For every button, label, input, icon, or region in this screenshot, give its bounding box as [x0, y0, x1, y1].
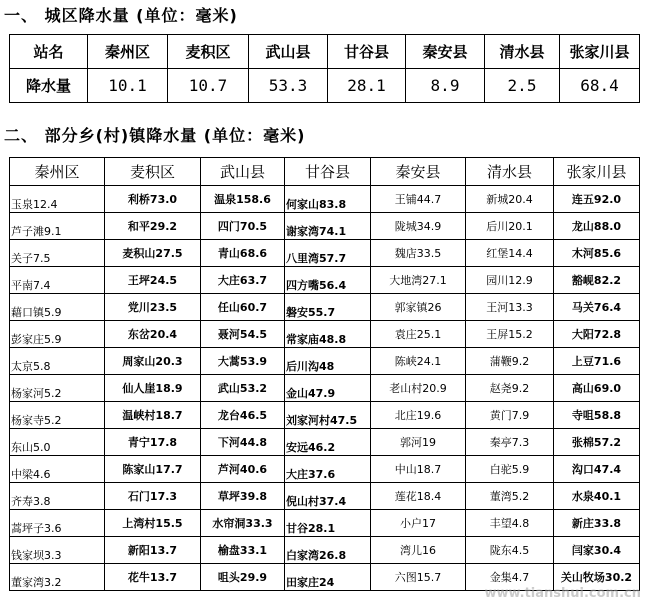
station-cell: 芦河40.6	[201, 456, 285, 483]
station-cell: 草坪39.8	[201, 483, 285, 510]
watermark: www.tianshui.com.cn	[484, 586, 641, 601]
station-cell: 大阳72.8	[554, 321, 640, 348]
station-cell: 张棉57.2	[554, 429, 640, 456]
table-row	[10, 267, 640, 294]
station-cell: 四门70.5	[201, 213, 285, 240]
station-cell: 谢家湾74.1	[285, 213, 371, 240]
station-cell: 水泉40.1	[554, 483, 640, 510]
station-cell: 王屏15.2	[466, 321, 554, 348]
station-cell: 关山牧场30.2	[554, 564, 640, 591]
value-cell: 28.1	[328, 69, 406, 103]
town-rainfall-table	[9, 157, 640, 591]
station-cell: 麦积山27.5	[105, 240, 201, 267]
station-cell: 武山53.2	[201, 375, 285, 402]
header-cell: 清水县	[466, 158, 554, 186]
table-row	[10, 240, 640, 267]
table-row	[10, 456, 640, 483]
station-cell: 榆盘33.1	[201, 537, 285, 564]
station-cell: 丰望4.8	[466, 510, 554, 537]
station-cell: 新阳13.7	[105, 537, 201, 564]
value-cell: 8.9	[406, 69, 485, 103]
header-cell: 麦积区	[168, 35, 249, 69]
station-cell: 王坪24.5	[105, 267, 201, 294]
station-cell: 大庄37.6	[285, 456, 371, 483]
table-row	[10, 483, 640, 510]
header-cell: 秦州区	[10, 158, 105, 186]
value-cell: 10.7	[168, 69, 249, 103]
station-cell: 任山60.7	[201, 294, 285, 321]
station-cell: 沟口47.4	[554, 456, 640, 483]
station-cell: 金集4.7	[466, 564, 554, 591]
table-body	[10, 186, 640, 591]
value-cell: 2.5	[485, 69, 560, 103]
value-cell: 10.1	[88, 69, 168, 103]
station-cell: 豁岘82.2	[554, 267, 640, 294]
station-cell: 蒿坪子3.6	[10, 510, 105, 537]
header-cell: 麦积区	[105, 158, 201, 186]
station-cell: 何家山83.8	[285, 186, 371, 213]
table-row	[10, 537, 640, 564]
station-cell: 甘谷28.1	[285, 510, 371, 537]
header-cell: 武山县	[249, 35, 328, 69]
station-cell: 杨家寺5.2	[10, 402, 105, 429]
table-row	[10, 348, 640, 375]
station-cell: 东岔20.4	[105, 321, 201, 348]
table-row	[10, 321, 640, 348]
station-cell: 龙山88.0	[554, 213, 640, 240]
station-cell: 中梁4.6	[10, 456, 105, 483]
station-cell: 常家庙48.8	[285, 321, 371, 348]
station-cell: 四方嘴56.4	[285, 267, 371, 294]
row-label-cell: 降水量	[10, 69, 88, 103]
station-cell: 后川20.1	[466, 213, 554, 240]
table-row	[10, 429, 640, 456]
station-cell: 下河44.8	[201, 429, 285, 456]
station-cell: 倪山村37.4	[285, 483, 371, 510]
table-header-row	[10, 35, 640, 69]
station-cell: 连五92.0	[554, 186, 640, 213]
station-cell: 聂河54.5	[201, 321, 285, 348]
station-cell: 陈峡24.1	[371, 348, 466, 375]
station-cell: 郭河19	[371, 429, 466, 456]
table-row	[10, 402, 640, 429]
station-cell: 白家湾26.8	[285, 537, 371, 564]
station-cell: 寺咀58.8	[554, 402, 640, 429]
station-cell: 水帘洞33.3	[201, 510, 285, 537]
station-cell: 蒲鞭9.2	[466, 348, 554, 375]
header-cell: 站名	[10, 35, 88, 69]
table-row	[10, 375, 640, 402]
station-cell: 郭家镇26	[371, 294, 466, 321]
station-cell: 杨家河5.2	[10, 375, 105, 402]
station-cell: 袁庄25.1	[371, 321, 466, 348]
station-cell: 老山村20.9	[371, 375, 466, 402]
station-cell: 王铺44.7	[371, 186, 466, 213]
header-cell: 武山县	[201, 158, 285, 186]
station-cell: 魏店33.5	[371, 240, 466, 267]
station-cell: 温泉158.6	[201, 186, 285, 213]
station-cell: 小户17	[371, 510, 466, 537]
station-cell: 齐寿3.8	[10, 483, 105, 510]
station-cell: 仙人崖18.9	[105, 375, 201, 402]
station-cell: 王河13.3	[466, 294, 554, 321]
station-cell: 陈家山17.7	[105, 456, 201, 483]
table-header-row	[10, 158, 640, 186]
station-cell: 彭家庄5.9	[10, 321, 105, 348]
header-cell: 张家川县	[554, 158, 640, 186]
station-cell: 大地湾27.1	[371, 267, 466, 294]
station-cell: 莲花18.4	[371, 483, 466, 510]
header-cell: 秦安县	[406, 35, 485, 69]
station-cell: 党川23.5	[105, 294, 201, 321]
station-cell: 红堡14.4	[466, 240, 554, 267]
station-cell: 秦亭7.3	[466, 429, 554, 456]
value-cell: 53.3	[249, 69, 328, 103]
station-cell: 芦子滩9.1	[10, 213, 105, 240]
header-cell: 甘谷县	[328, 35, 406, 69]
header-cell: 清水县	[485, 35, 560, 69]
station-cell: 上湾村15.5	[105, 510, 201, 537]
station-cell: 磐安55.7	[285, 294, 371, 321]
station-cell: 青宁17.8	[105, 429, 201, 456]
station-cell: 青山68.6	[201, 240, 285, 267]
station-cell: 后川沟48	[285, 348, 371, 375]
station-cell: 六图15.7	[371, 564, 466, 591]
station-cell: 关子7.5	[10, 240, 105, 267]
station-cell: 咀头29.9	[201, 564, 285, 591]
station-cell: 藉口镇5.9	[10, 294, 105, 321]
station-cell: 东山5.0	[10, 429, 105, 456]
station-cell: 温峡村18.7	[105, 402, 201, 429]
station-cell: 董家湾3.2	[10, 564, 105, 591]
station-cell: 玉泉12.4	[10, 186, 105, 213]
station-cell: 闫家30.4	[554, 537, 640, 564]
station-cell: 马关76.4	[554, 294, 640, 321]
station-cell: 上豆71.6	[554, 348, 640, 375]
section1-title: 一、 城区降水量 (单位：毫米)	[4, 6, 238, 25]
header-cell: 秦安县	[371, 158, 466, 186]
header-cell: 甘谷县	[285, 158, 371, 186]
station-cell: 新庄33.8	[554, 510, 640, 537]
station-cell: 龙台46.5	[201, 402, 285, 429]
station-cell: 石门17.3	[105, 483, 201, 510]
table-row	[10, 69, 640, 103]
station-cell: 平南7.4	[10, 267, 105, 294]
station-cell: 金山47.9	[285, 375, 371, 402]
station-cell: 北庄19.6	[371, 402, 466, 429]
station-cell: 黄门7.9	[466, 402, 554, 429]
header-cell: 秦州区	[88, 35, 168, 69]
station-cell: 利桥73.0	[105, 186, 201, 213]
station-cell: 花牛13.7	[105, 564, 201, 591]
value-cell: 68.4	[560, 69, 640, 103]
station-cell: 周家山20.3	[105, 348, 201, 375]
station-cell: 太京5.8	[10, 348, 105, 375]
station-cell: 新城20.4	[466, 186, 554, 213]
station-cell: 白驼5.9	[466, 456, 554, 483]
section2-title: 二、 部分乡(村)镇降水量 (单位：毫米)	[4, 126, 306, 145]
station-cell: 木河85.6	[554, 240, 640, 267]
station-cell: 陇东4.5	[466, 537, 554, 564]
header-cell: 张家川县	[560, 35, 640, 69]
station-cell: 高山69.0	[554, 375, 640, 402]
station-cell: 董湾5.2	[466, 483, 554, 510]
station-cell: 中山18.7	[371, 456, 466, 483]
table-row	[10, 213, 640, 240]
station-cell: 钱家坝3.3	[10, 537, 105, 564]
table-row	[10, 510, 640, 537]
station-cell: 刘家河村47.5	[285, 402, 371, 429]
station-cell: 陇城34.9	[371, 213, 466, 240]
city-rainfall-table	[9, 34, 640, 103]
station-cell: 田家庄24	[285, 564, 371, 591]
station-cell: 大庄63.7	[201, 267, 285, 294]
table-row	[10, 186, 640, 213]
station-cell: 赵尧9.2	[466, 375, 554, 402]
station-cell: 园川12.9	[466, 267, 554, 294]
table-row	[10, 294, 640, 321]
station-cell: 大蒿53.9	[201, 348, 285, 375]
station-cell: 八里湾57.7	[285, 240, 371, 267]
station-cell: 和平29.2	[105, 213, 201, 240]
station-cell: 湾儿16	[371, 537, 466, 564]
station-cell: 安远46.2	[285, 429, 371, 456]
